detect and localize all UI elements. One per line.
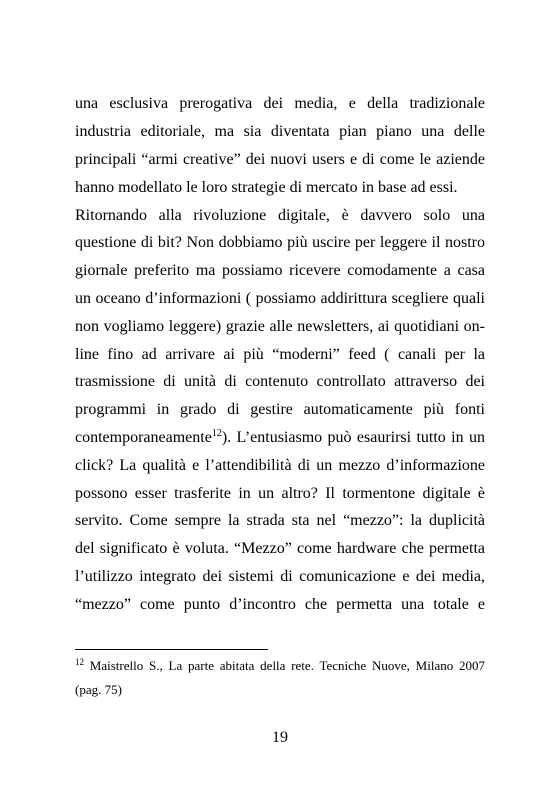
body-text-line: l’utilizzo integrato dei sistemi di comunicazione e dei media, [75,568,485,585]
body-text-line: servito. Come sempre la strada sta nel “mezzo”: la duplicità [75,512,485,529]
body-text-line: industria editoriale, ma sia diventata pian piano una delle [75,123,485,140]
text-segment: ). L’entusiasmo può esaurirsi tutto in un [221,429,485,446]
body-text-line: line fino ad arrivare ai più “moderni” feed ( canali per la [75,346,485,363]
body-text-line: click? La qualità e l’attendibilità di un mezzo d’informazione [75,457,485,474]
body-text-line: Ritornando alla rivoluzione digitale, è davvero solo una [75,207,485,224]
body-text-line: del significato è voluta. “Mezzo” come hardware che permetta [75,540,485,557]
body-text-line: hanno modellato le loro strategie di mercato in base ad essi. [75,179,458,196]
body-text-line: non vogliamo leggere) grazie alle newsletters, ai quotidiani on- [75,318,485,335]
body-text-line: questione di bit? Non dobbiamo più uscire per leggere il nostro [75,234,485,251]
footnote-reference[interactable]: 12 [211,428,222,439]
body-text-line: una esclusiva prerogativa dei media, e della tradizionale [75,95,485,112]
body-text-line: giornale preferito ma possiamo ricevere comodamente a casa [75,262,485,279]
body-text-line: possono esser trasferite in un altro? Il tormentone digitale è [75,485,485,502]
body-text-line: “mezzo” come punto d’incontro che permetta una totale e [75,596,485,613]
body-text-line: principali “armi creative” dei nuovi users e di come le aziende [75,151,485,168]
body-text-line: un oceano d’informazioni ( possiamo addirittura scegliere quali [75,290,485,307]
body-text-line: trasmissione di unità di contenuto controllato attraverso dei [75,373,485,390]
footnote-separator [75,649,268,650]
page-number: 19 [272,729,288,746]
text-segment: contemporaneamente [75,429,212,446]
footnote-line [75,658,485,674]
body-text-line-with-footnote [75,428,485,448]
footnote-text: Maistrello S., La parte abitata della rete. Tecniche Nuove, Milano 2007 [89,658,485,673]
footnote-number: 12 [75,657,84,667]
body-text-line: programmi in grado di gestire automaticamente più fonti [75,401,485,418]
footnote-line: (pag. 75) [75,682,122,697]
